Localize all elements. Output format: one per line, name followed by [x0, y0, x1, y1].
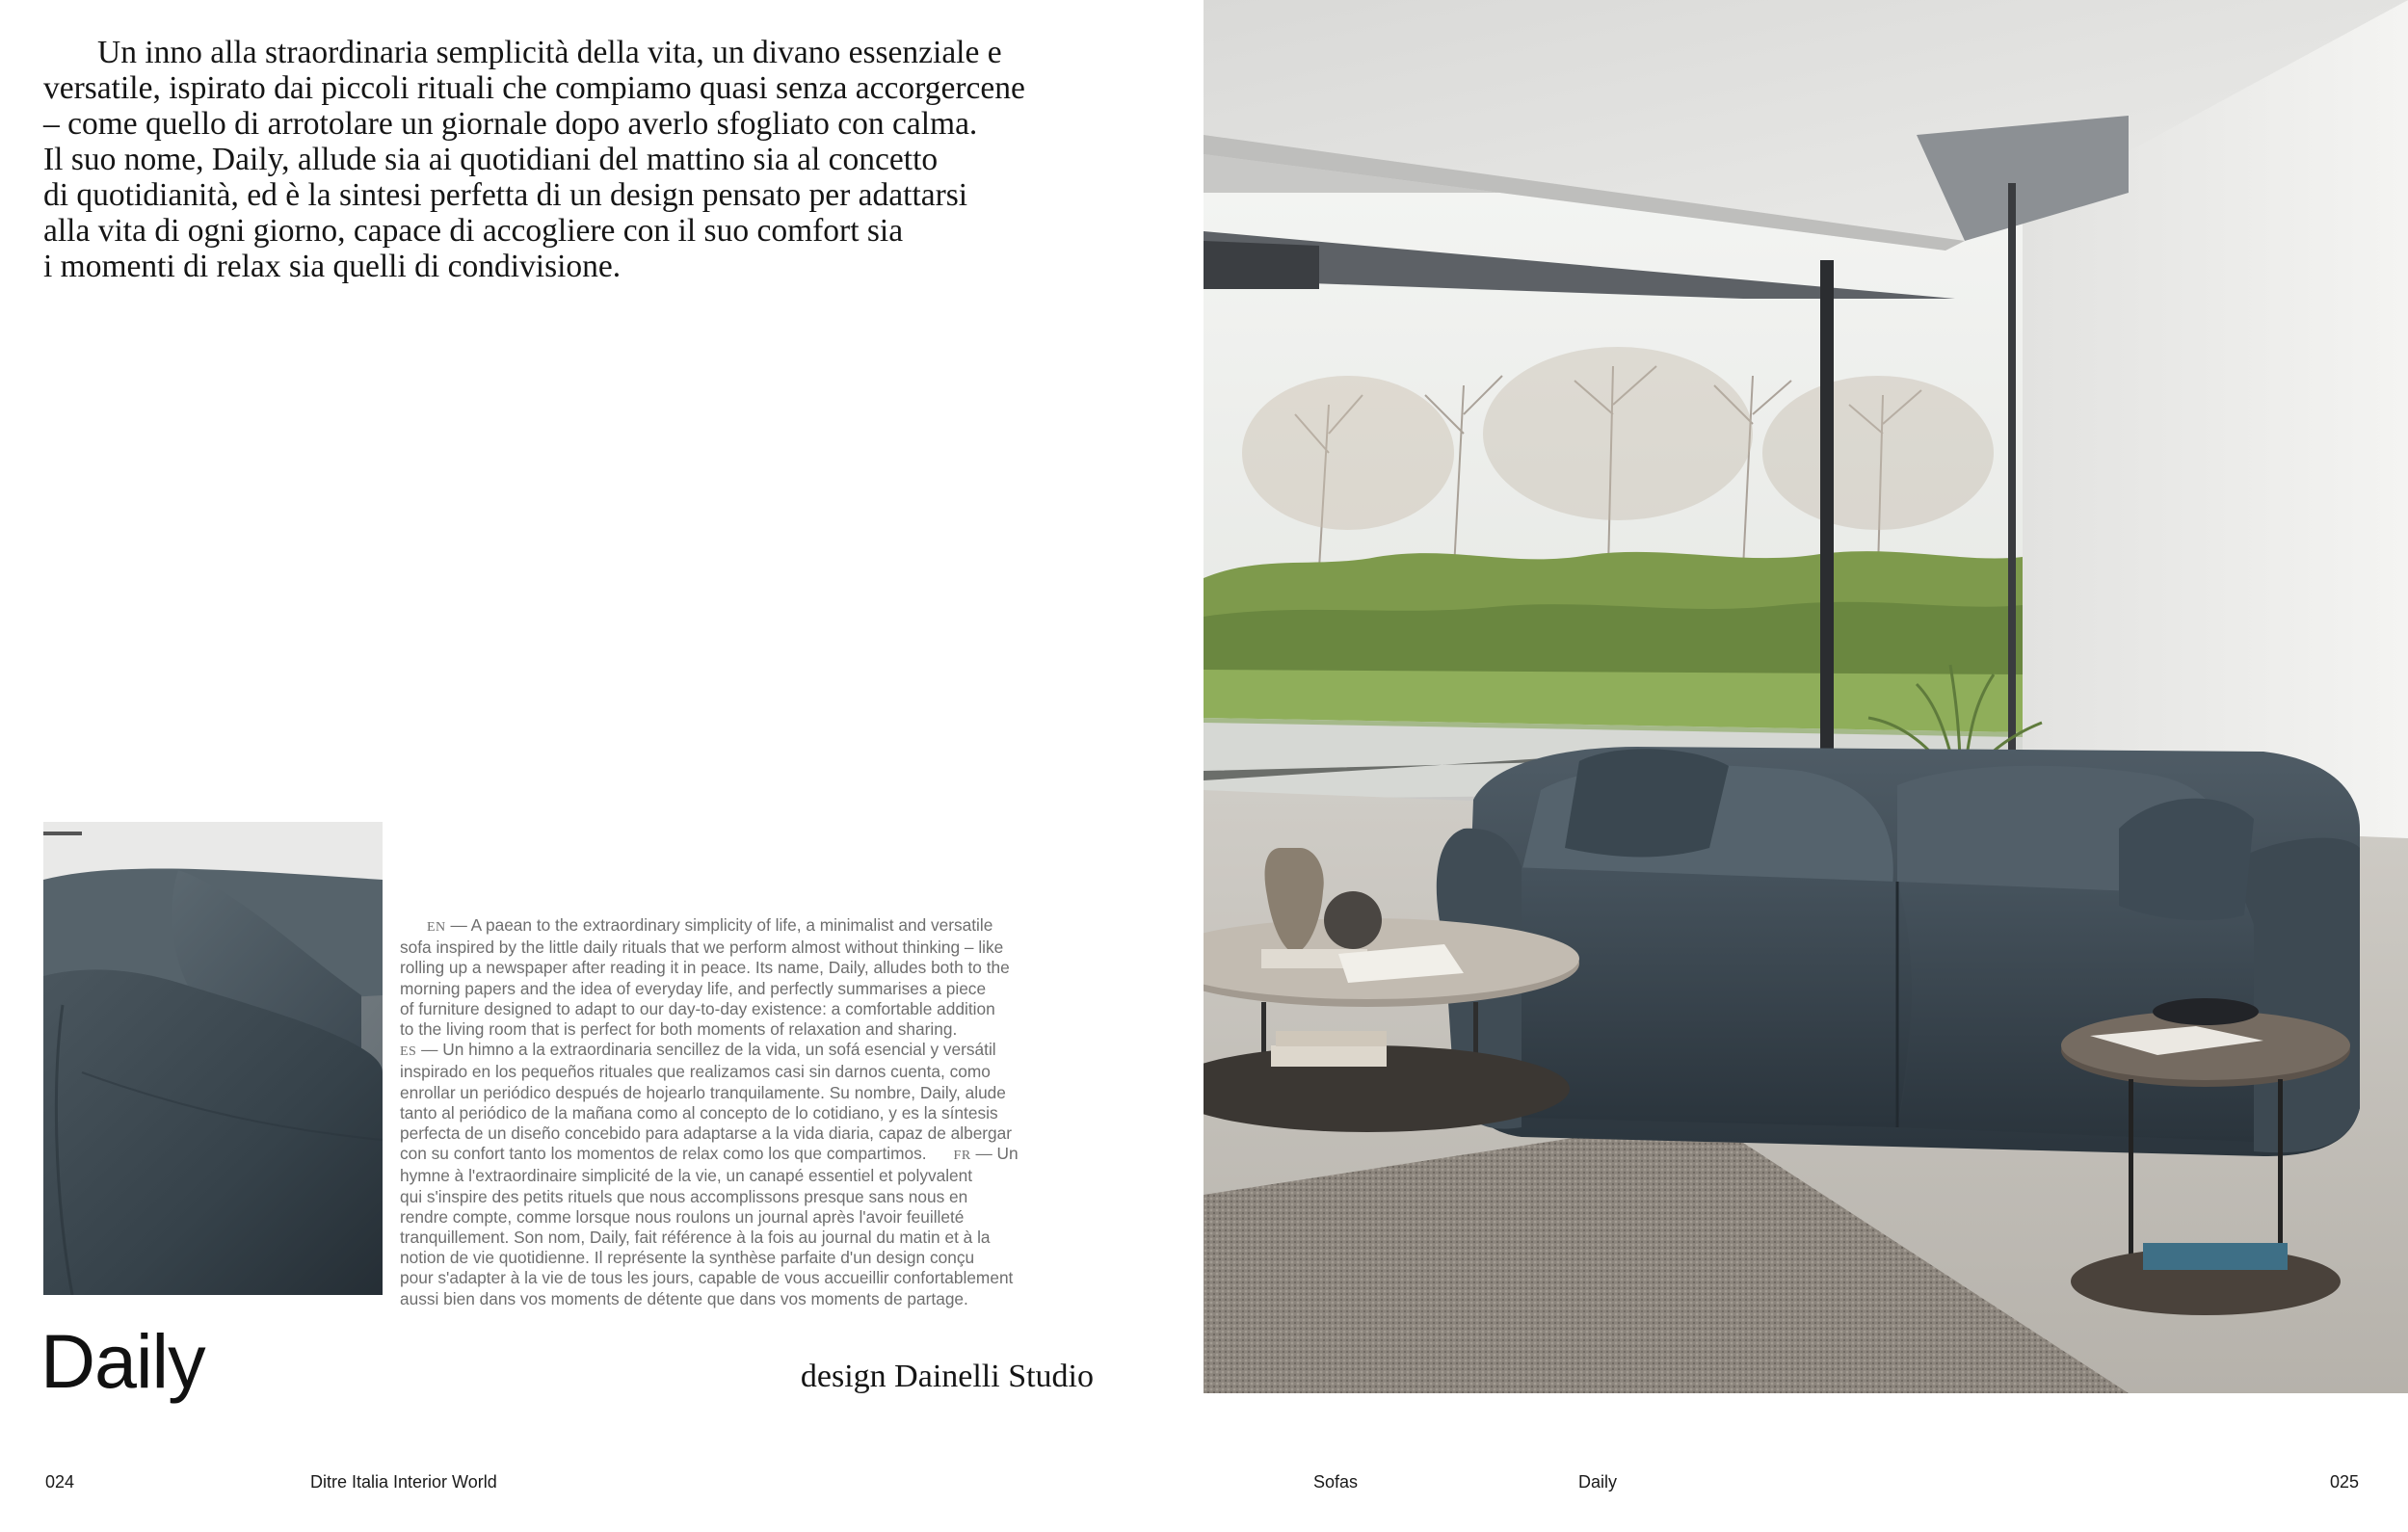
en-line: sofa inspired by the little daily rituals that we perform almost without thinking – like — [400, 938, 1004, 958]
living-room-photo — [1204, 0, 2408, 1393]
en-line: morning papers and the idea of everyday life, and perfectly summarises a piece — [400, 978, 987, 998]
footer-publication: Ditre Italia Interior World — [310, 1472, 497, 1492]
intro-line: Il suo nome, Daily, allude sia ai quotidiani del mattino sia al concetto — [43, 142, 939, 177]
translations-text — [400, 915, 1094, 1309]
en-language-tag: EN — [427, 920, 446, 935]
footer-category: Sofas — [1313, 1472, 1359, 1492]
fr-line: qui s'inspire des petits rituels que nous accomplissons presque sans nous en — [400, 1186, 968, 1206]
intro-line: versatile, ispirato dai piccoli rituali che compiamo quasi senza accorgercene — [43, 70, 1025, 106]
fr-line: hymne à l'extraordinaire simplicité de la vie, un canapé essentiel et polyvalent — [400, 1166, 973, 1186]
fr-line: aussi bien dans vos moments de détente que dans vos moments de partage. — [400, 1288, 968, 1308]
en-line: to the living room that is perfect for both moments of relaxation and sharing. — [400, 1019, 958, 1040]
sofa-detail-photo — [43, 822, 383, 1295]
product-title: Daily — [40, 1318, 205, 1404]
designer-credit: design Dainelli Studio — [800, 1359, 1094, 1394]
es-language-tag: ES — [400, 1044, 417, 1060]
es-line: perfecta de un diseño concebido para adaptarse a la vida diaria, capaz de albergar — [400, 1123, 1013, 1144]
fr-line: notion de vie quotidienne. Il représente la synthèse parfaite d'un design conçu — [400, 1248, 975, 1268]
fr-line: tranquillement. Son nom, Daily, fait référence à la fois au journal du matin et à la — [400, 1228, 991, 1248]
footer-product: Daily — [1578, 1472, 1618, 1492]
fr-line: pour s'adapter à la vie de tous les jours, capable de vous accueillir confortablement — [400, 1268, 1014, 1288]
intro-line: – come quello di arrotolare un giornale dopo averlo sfogliato con calma. — [43, 106, 978, 142]
en-line: of furniture designed to adapt to our day-to-day existence: a comfortable addition — [400, 998, 995, 1018]
es-line: ES — Un himno a la extraordinaria sencillez de la vida, un sofá esencial y versátil — [400, 1040, 996, 1060]
fr-line: rendre compte, comme lorsque nous roulons un journal après l'avoir feuilleté — [400, 1206, 965, 1227]
intro-line: i momenti di relax sia quelli di condivisione. — [43, 249, 622, 284]
en-line: EN — A paean to the extraordinary simplicity of life, a minimalist and versatile — [427, 915, 993, 935]
es-line: inspirado en los pequeños rituales que realizamos casi sin darnos cuenta, como — [400, 1062, 991, 1082]
es-line: enrollar un periódico después de hojearlo tranquilamente. Su nombre, Daily, alude — [400, 1082, 1006, 1102]
es-line: tanto al periódico de la mañana como al concepto de lo cotidiano, y es la síntesis — [400, 1102, 998, 1123]
es-line: con su confort tanto los momentos de relax como los que compartimos. FR — Un — [400, 1144, 1019, 1164]
intro-line: alla vita di ogni giorno, capace di accogliere con il suo comfort sia — [43, 213, 904, 249]
intro-line: Un inno alla straordinaria semplicità della vita, un divano essenziale e — [97, 35, 1002, 70]
fr-language-tag: FR — [953, 1149, 971, 1164]
page-number-right: 025 — [2330, 1472, 2360, 1492]
intro-line: di quotidianità, ed è la sintesi perfetta di un design pensato per adattarsi — [43, 177, 968, 213]
intro-paragraph — [43, 35, 1113, 284]
en-line: rolling up a newspaper after reading it in peace. Its name, Daily, alludes both to the — [400, 958, 1010, 978]
page-number-left: 024 — [45, 1472, 75, 1492]
